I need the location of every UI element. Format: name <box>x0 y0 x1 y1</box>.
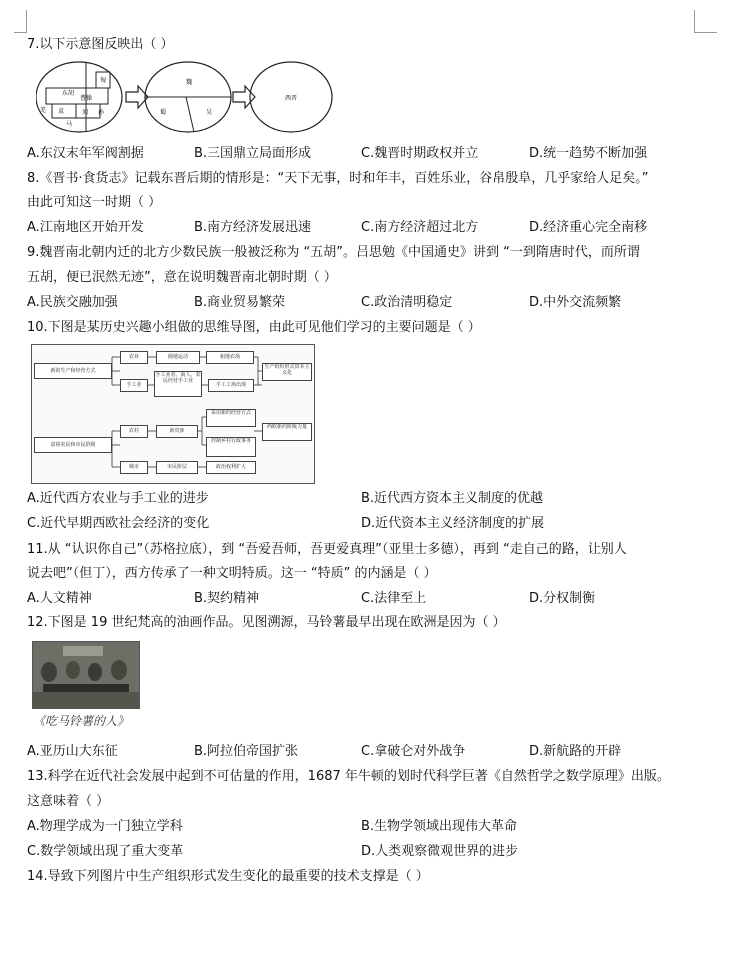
q10-mindmap <box>31 344 315 484</box>
mindmap-node-new-management: 采用新的经营方式 <box>206 409 256 427</box>
mindmap-node-political-rights: 政治权利扩大 <box>206 461 256 474</box>
q9-line2: 五胡，便已泯然无迹”，意在说明魏晋南北朝时期（ ） <box>27 270 337 285</box>
map1-label-6: 孙 <box>98 109 105 116</box>
q8-line2: 由此可知这一时期（ ） <box>27 195 162 210</box>
q8-option-b[interactable]: B.南方经济发展迅速 <box>194 220 312 235</box>
q7-maps-figure <box>36 60 336 140</box>
q12-option-c[interactable]: C.拿破仑对外战争 <box>361 744 466 759</box>
map2-label-shu: 蜀 <box>160 109 167 116</box>
q10-option-d[interactable]: D.近代资本主义经济制度的扩展 <box>361 516 545 531</box>
q10-option-c[interactable]: C.近代早期西欧社会经济的变化 <box>27 516 210 531</box>
q12-stem: 12.下图是 19 世纪梵高的油画作品。见图溯源，马铃薯最早出现在欧洲是因为（ ） <box>27 615 506 630</box>
q13-option-c[interactable]: C.数学领域出现了重大变革 <box>27 844 184 859</box>
map1-label-5: 刘 <box>82 109 89 116</box>
mindmap-node-merchants: 手工业者、商人、农民经营手工业 <box>154 371 202 397</box>
q14-stem: 14.导致下列图片中生产组织形式发生变化的最重要的技术支撑是（ ） <box>27 869 429 884</box>
mindmap-node-lease-farm: 租地农场 <box>206 351 254 364</box>
painting-sketch <box>33 642 139 708</box>
q10-stem: 10.下图是某历史兴趣小组做的思维导图，由此可见他们学习的主要问题是（ ） <box>27 320 481 335</box>
map2-label-wei: 魏 <box>186 79 193 86</box>
painting-caption: 《吃马铃薯的人》 <box>33 714 130 728</box>
q7-option-a[interactable]: A.东汉末年军阀割据 <box>27 146 144 161</box>
mindmap-node-workshop: 手工工场出现 <box>208 379 254 392</box>
q9-option-b[interactable]: B.商业贸易繁荣 <box>194 295 286 310</box>
q13-line1: 13.科学在近代社会发展中起到不可估量的作用，1687 年牛顿的划时代科学巨著《自然哲学之数学原理》出版。 <box>27 769 670 784</box>
q7-option-c[interactable]: C.魏晋时期政权并立 <box>361 146 479 161</box>
q12-option-d[interactable]: D.新航路的开辟 <box>529 744 622 759</box>
map1-label-0: 匈 <box>100 77 107 84</box>
q10-option-b[interactable]: B.近代西方资本主义制度的优越 <box>361 491 544 506</box>
q13-option-a[interactable]: A.物理学成为一门独立学科 <box>27 819 183 834</box>
q11-option-a[interactable]: A.人文精神 <box>27 591 92 606</box>
map1-label-1: 曹操 <box>80 95 93 102</box>
mindmap-node-enclosure: 圈地运动 <box>156 351 200 364</box>
q9-option-c[interactable]: C.政治清明稳定 <box>361 295 453 310</box>
q13-option-d[interactable]: D.人类观察微观世界的进步 <box>361 844 519 859</box>
mindmap-node-citizen: 市民阶层 <box>156 461 198 474</box>
map1-label-3: 羌 <box>40 107 47 114</box>
q12-option-a[interactable]: A.亚历山大东征 <box>27 744 118 759</box>
q7-option-b[interactable]: B.三国鼎立局面形成 <box>194 146 312 161</box>
q11-line2: 说去吧”（但丁），西方传承了一种文明特质。这一 “特质” 的内涵是（ ） <box>27 566 437 581</box>
map2-label-wu: 吴 <box>206 109 213 116</box>
crop-mark-top-left <box>14 10 27 33</box>
mindmap-node-new-production: 新的生产和经营方式 <box>34 363 112 379</box>
map1-label-7: 马 <box>66 121 73 128</box>
q9-line1: 9.魏晋南北朝内迁的北方少数民族一般被泛称为 “五胡”。吕思勉《中国通史》讲到 “一到隋唐时代，而所谓 <box>27 245 640 260</box>
mindmap-node-countryside: 农村 <box>120 425 148 438</box>
map-late-han <box>36 62 122 132</box>
q7-stem: 7.以下示意图反映出（ ） <box>27 37 174 52</box>
q11-option-b[interactable]: B.契约精神 <box>194 591 260 606</box>
mindmap-node-rich-farmers: 富裕农民和市民阶级 <box>34 437 112 453</box>
q11-option-c[interactable]: C.法律至上 <box>361 591 427 606</box>
mindmap-node-capitalist-form: 生产组织形式资本主义化 <box>262 363 312 381</box>
crop-mark-top-right <box>694 10 717 33</box>
mindmap-node-village-control: 控制乡村行政事务 <box>206 437 256 457</box>
q10-option-a[interactable]: A.近代西方农业与手工业的进步 <box>27 491 209 506</box>
q9-option-d[interactable]: D.中外交流频繁 <box>529 295 622 310</box>
q8-line1: 8.《晋书·食货志》记载东晋后期的情形是：“天下无事，时和年丰，百姓乐业，谷帛殷阜，几乎家给人足矣。” <box>27 171 649 186</box>
map-three-kingdoms <box>145 62 231 132</box>
mindmap-node-new-class-force: 西欧新的阶级力量 <box>262 423 312 441</box>
q9-option-a[interactable]: A.民族交融加强 <box>27 295 118 310</box>
potato-eaters-painting <box>32 641 140 709</box>
q8-option-c[interactable]: C.南方经济超过北方 <box>361 220 479 235</box>
q12-option-b[interactable]: B.阿拉伯帝国扩张 <box>194 744 299 759</box>
map-western-jin <box>250 62 332 132</box>
map3-label: 西晋 <box>285 95 298 102</box>
mindmap-node-city: 城市 <box>120 461 148 474</box>
q13-option-b[interactable]: B.生物学领域出现伟大革命 <box>361 819 518 834</box>
map1-label-4: 袁 <box>58 108 65 115</box>
mindmap-node-agriculture: 农业 <box>120 351 148 364</box>
q11-option-d[interactable]: D.分权制衡 <box>529 591 596 606</box>
arrow-icon <box>233 86 255 108</box>
map1-label-2: 东胡 <box>62 90 75 97</box>
q7-option-d[interactable]: D.统一趋势不断加强 <box>529 146 648 161</box>
q11-line1: 11.从 “认识你自己”（苏格拉底），到 “吾爱吾师，吾更爱真理”（亚里士多德），再到 “走自己的路，让别人 <box>27 542 627 557</box>
mindmap-node-handicraft: 手工业 <box>120 379 148 392</box>
q13-line2: 这意味着（ ） <box>27 794 110 809</box>
q8-option-a[interactable]: A.江南地区开始开发 <box>27 220 144 235</box>
q8-option-d[interactable]: D.经济重心完全南移 <box>529 220 648 235</box>
mindmap-node-new-gentry: 新贵族 <box>156 425 198 438</box>
